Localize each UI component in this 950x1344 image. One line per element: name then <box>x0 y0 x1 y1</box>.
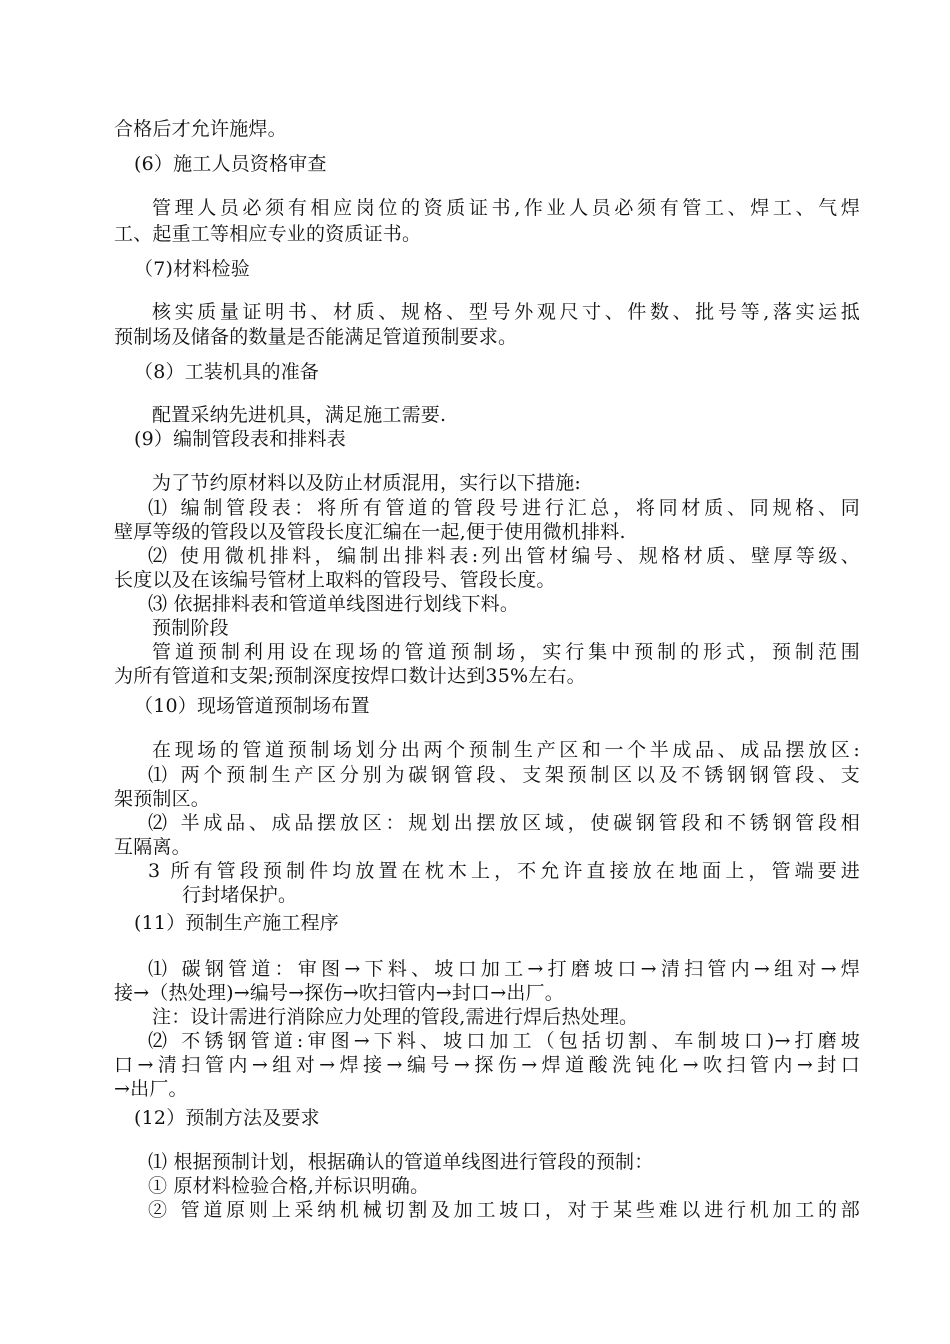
list-item: ⑵ 使用微机排料，编制出排料表:列出管材编号、规格材质、壁厚等级、 <box>148 545 860 567</box>
section-heading-10: （10）现场管道预制场布置 <box>134 695 370 717</box>
text-line: 长度以及在该编号管材上取料的管段号、管段长度。 <box>114 569 556 591</box>
text-line: 为所有管道和支架;预制深度按焊口数计达到35%左右。 <box>114 665 586 687</box>
section-heading-11: (11）预制生产施工程序 <box>134 912 339 934</box>
text-line: 架预制区。 <box>114 788 211 810</box>
list-item: ⑴ 根据预制计划，根据确认的管道单线图进行管段的预制： <box>148 1151 654 1173</box>
text-line: 预制场及储备的数量是否能满足管道预制要求。 <box>114 326 518 348</box>
text-line: 口→清扫管内→组对→焊接→编号→探伤→焊道酸洗钝化→吹扫管内→封口 <box>114 1054 860 1076</box>
list-item: ⑵ 半成品、成品摆放区：规划出摆放区域，使碳钢管段和不锈钢管段相 <box>148 812 860 834</box>
text-line: 壁厚等级的管段以及管段长度汇编在一起,便于使用微机排料. <box>114 521 626 543</box>
subheading: 预制阶段 <box>152 617 229 639</box>
text-line: 互隔离。 <box>114 836 191 858</box>
list-item: 3 所有管段预制件均放置在枕木上，不允许直接放在地面上，管端要进 <box>148 860 860 882</box>
section-heading-6: (6）施工人员资格审查 <box>134 153 327 175</box>
text-line: 工、起重工等相应专业的资质证书。 <box>114 223 422 245</box>
text-line: 行封堵保护。 <box>182 884 298 906</box>
text-line: 管道预制利用设在现场的管道预制场，实行集中预制的形式，预制范围 <box>152 641 860 663</box>
text-line: 核实质量证明书、材质、规格、型号外观尺寸、件数、批号等,落实运抵 <box>152 301 860 323</box>
text-line: 接→（热处理)→编号→探伤→吹扫管内→封口→出厂。 <box>114 982 564 1004</box>
section-heading-12: (12）预制方法及要求 <box>134 1107 320 1129</box>
list-item: ② 管道原则上采纳机械切割及加工坡口，对于某些难以进行机加工的部 <box>148 1199 860 1221</box>
list-item: ⑴ 两个预制生产区分别为碳钢管段、支架预制区以及不锈钢钢管段、支 <box>148 764 860 786</box>
text-line: 在现场的管道预制场划分出两个预制生产区和一个半成品、成品摆放区: <box>152 739 860 761</box>
text-line: 合格后才允许施焊。 <box>114 118 287 140</box>
text-line: 配置采纳先进机具，满足施工需要. <box>152 404 447 426</box>
section-heading-9: (9）编制管段表和排料表 <box>134 428 346 450</box>
note-line: 注：设计需进行消除应力处理的管段,需进行焊后热处理。 <box>152 1006 639 1028</box>
list-item: ⑵ 不锈钢管道:审图→下料、坡口加工（包括切割、车制坡口)→打磨坡 <box>148 1030 860 1052</box>
list-item: ⑴ 碳钢管道：审图→下料、坡口加工→打磨坡口→清扫管内→组对→焊 <box>148 958 860 980</box>
text-line: →出厂。 <box>114 1078 188 1100</box>
list-item: ① 原材料检验合格,并标识明确。 <box>148 1175 430 1197</box>
list-item: ⑴ 编制管段表：将所有管道的管段号进行汇总，将同材质、同规格、同 <box>148 497 860 519</box>
list-item: ⑶ 依据排料表和管道单线图进行划线下料。 <box>148 593 520 615</box>
section-heading-7: （7)材料检验 <box>134 258 250 280</box>
text-line: 为了节约原材料以及防止材质混用，实行以下措施: <box>152 472 582 494</box>
text-line: 管理人员必须有相应岗位的资质证书,作业人员必须有管工、焊工、气焊 <box>152 197 860 219</box>
section-heading-8: （8）工装机具的准备 <box>134 361 320 383</box>
